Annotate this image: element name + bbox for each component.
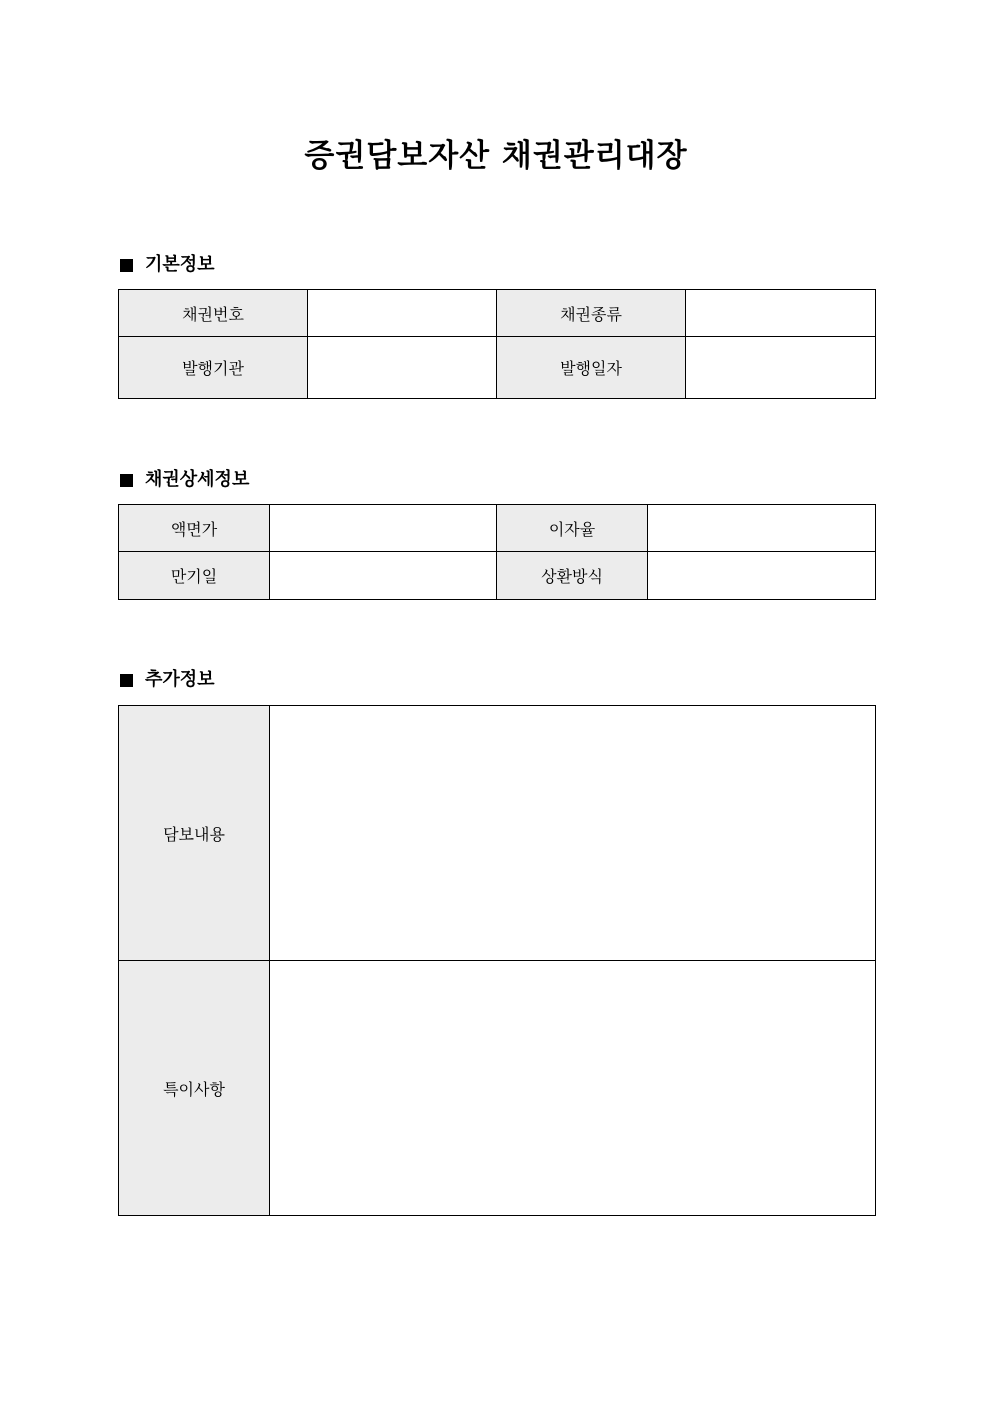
interest-rate-label: 이자율: [497, 505, 648, 552]
issue-date-field[interactable]: [686, 337, 876, 399]
bond-type-label: 채권종류: [497, 290, 686, 337]
issuer-field[interactable]: [308, 337, 497, 399]
square-bullet-icon: [120, 259, 133, 272]
section-heading-basic-label: 기본정보: [145, 254, 215, 275]
section-heading-detail-label: 채권상세정보: [145, 469, 250, 490]
table-row: [119, 290, 876, 337]
section-heading-additional: [120, 668, 215, 692]
section-heading-additional-label: 추가정보: [145, 669, 215, 690]
maturity-date-field[interactable]: [270, 552, 497, 600]
collateral-field[interactable]: [270, 706, 876, 961]
table-row: [119, 337, 876, 399]
additional-info-table: [118, 705, 876, 1216]
remarks-field[interactable]: [270, 961, 876, 1216]
bond-type-field[interactable]: [686, 290, 876, 337]
page-title: 증권담보자산 채권관리대장: [304, 138, 688, 174]
square-bullet-icon: [120, 674, 133, 687]
table-row: [119, 961, 876, 1216]
square-bullet-icon: [120, 474, 133, 487]
interest-rate-field[interactable]: [648, 505, 876, 552]
face-value-label: 액면가: [119, 505, 270, 552]
section-heading-detail: [120, 468, 249, 492]
bond-number-label: 채권번호: [119, 290, 308, 337]
basic-info-table: [118, 289, 876, 399]
remarks-label: 특이사항: [119, 961, 270, 1216]
table-row: [119, 505, 876, 552]
section-heading-basic: [120, 253, 215, 277]
issuer-label: 발행기관: [119, 337, 308, 399]
bond-number-field[interactable]: [308, 290, 497, 337]
bond-detail-table: [118, 504, 876, 600]
maturity-date-label: 만기일: [119, 552, 270, 600]
issue-date-label: 발행일자: [497, 337, 686, 399]
table-row: [119, 706, 876, 961]
repayment-method-label: 상환방식: [497, 552, 648, 600]
repayment-method-field[interactable]: [648, 552, 876, 600]
table-row: [119, 552, 876, 600]
collateral-label: 담보내용: [119, 706, 270, 961]
face-value-field[interactable]: [270, 505, 497, 552]
